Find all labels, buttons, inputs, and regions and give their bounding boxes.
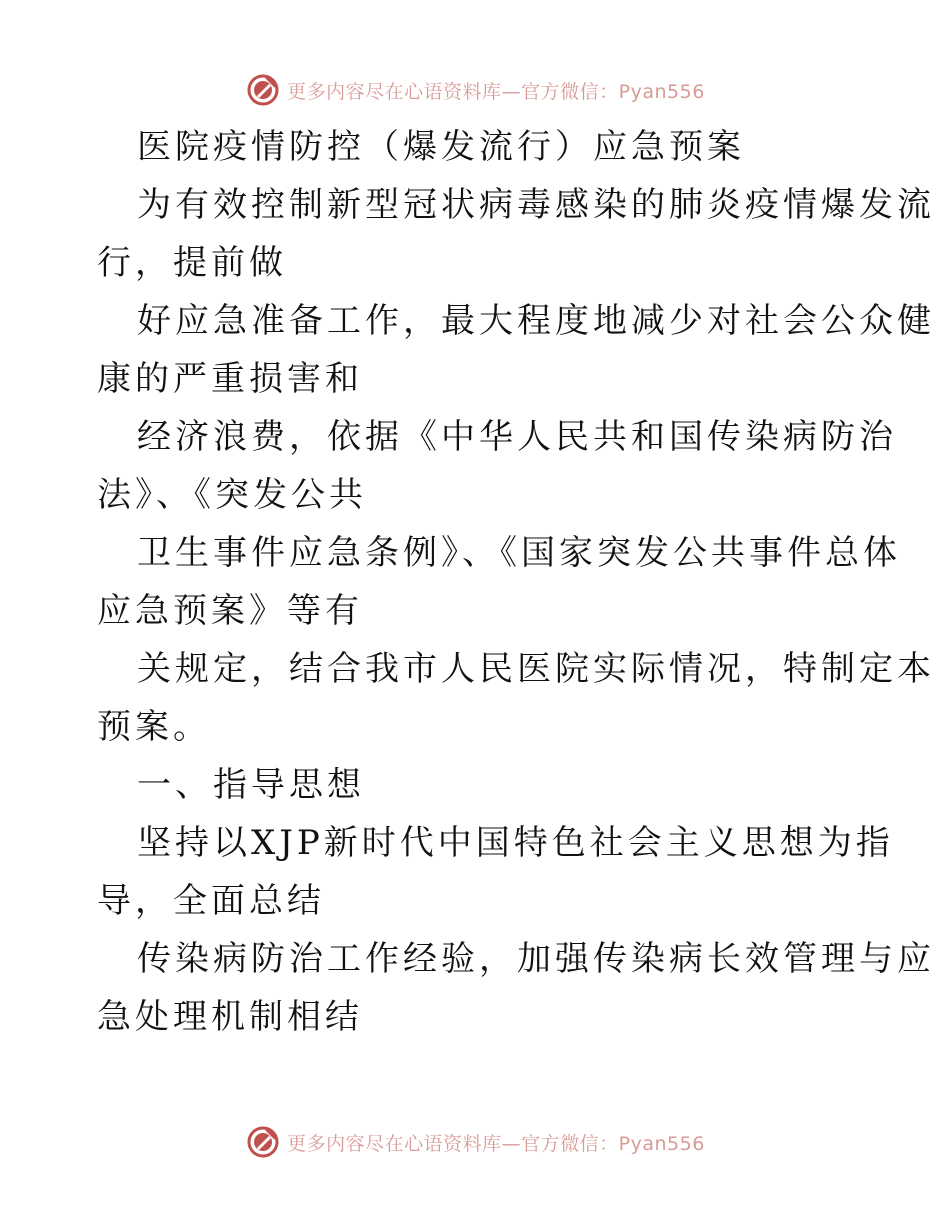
document-line: 卫生事件应急条例》、《国家突发公共事件总体 xyxy=(137,533,901,573)
document-line: 法》、《突发公共 xyxy=(97,475,367,515)
document-line: 传染病防治工作经验，加强传染病长效管理与应 xyxy=(137,939,935,979)
watermark-text: 更多内容尽在心语资料库—官方微信：Pyan556 xyxy=(287,1132,705,1155)
watermark-header xyxy=(0,70,950,110)
document-line: 为有效控制新型冠状病毒感染的肺炎疫情爆发流 xyxy=(137,185,935,225)
document-line: 坚持以XJP新时代中国特色社会主义思想为指 xyxy=(137,823,894,863)
document-line: 导，全面总结 xyxy=(97,881,325,921)
document-line: 一、指导思想 xyxy=(137,765,365,805)
pen-nib-seal-icon xyxy=(245,72,281,108)
document-line: 关规定，结合我市人民医院实际情况，特制定本 xyxy=(137,649,935,689)
document-line: 行，提前做 xyxy=(97,243,287,283)
watermark-footer xyxy=(0,1122,950,1162)
document-line: 康的严重损害和 xyxy=(97,359,363,399)
document-line: 经济浪费，依据《中华人民共和国传染病防治 xyxy=(137,417,897,457)
document-line: 急处理机制相结 xyxy=(97,997,363,1037)
pen-nib-seal-icon xyxy=(245,1124,281,1160)
document-line: 好应急准备工作，最大程度地减少对社会公众健 xyxy=(137,301,935,341)
document-body xyxy=(97,118,935,1046)
watermark-text: 更多内容尽在心语资料库—官方微信：Pyan556 xyxy=(287,80,705,103)
document-line: 应急预案》等有 xyxy=(97,591,363,631)
document-line: 医院疫情防控（爆发流行）应急预案 xyxy=(137,127,745,167)
document-line: 预案。 xyxy=(97,707,211,747)
